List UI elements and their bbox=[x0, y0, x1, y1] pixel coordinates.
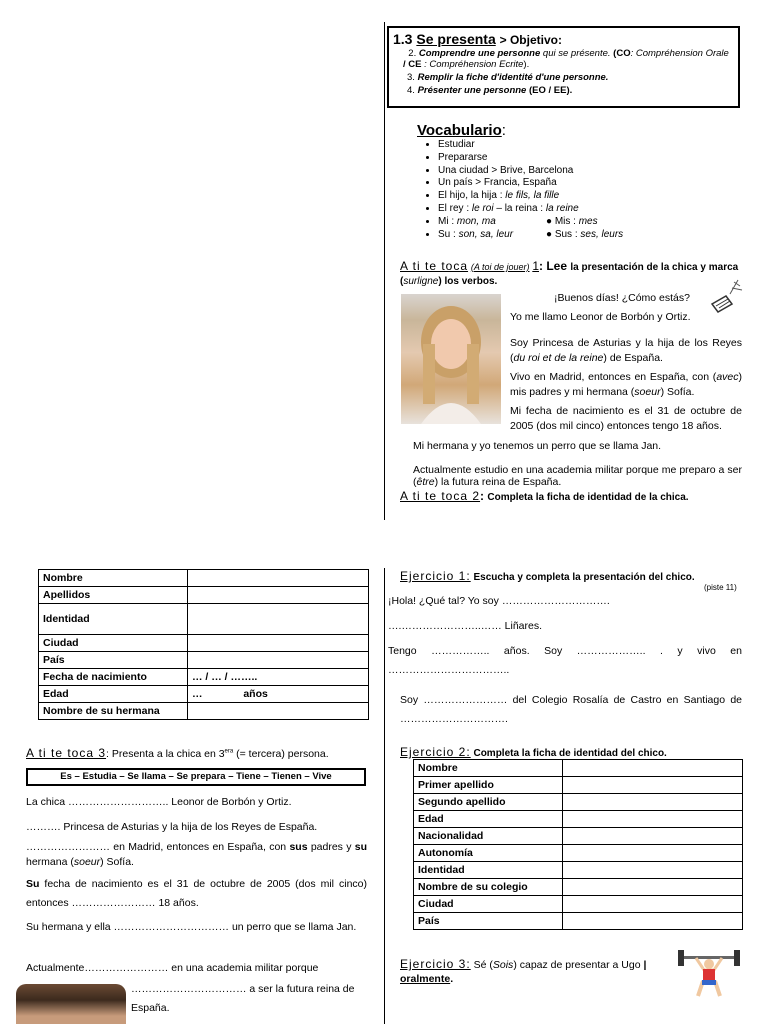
fiche-input[interactable] bbox=[563, 879, 743, 896]
presentation-p2: Soy Princesa de Asturias y la hija de los Reyes (du roi et de la reine) de España. bbox=[510, 337, 742, 364]
fiche-input[interactable] bbox=[188, 635, 369, 652]
objective-list bbox=[393, 48, 734, 96]
table-row: Edad bbox=[414, 811, 743, 828]
table-row: Primer apellido bbox=[414, 777, 743, 794]
table-row: Edad … años bbox=[39, 686, 369, 703]
toca3-line6: Actualmente…………………… en una academia militar porque bbox=[26, 962, 319, 974]
vocab-item: • Mi : mon, ma ● Mis : mes bbox=[438, 216, 747, 229]
ej3-instruction: Ejercicio 3: Sé (Sois) capaz de presentar a Ugo | oralmente. bbox=[400, 957, 647, 985]
column-divider-top bbox=[384, 22, 385, 520]
vocabulario-section: Vocabulario: • Estudiar • Prepararse • Una ciudad > Brive, Barcelona • Un país > Francia, España • El hijo, la hija : le fils, la fille • El rey : le roi – la reina : la reine • Mi : mon, ma ● Mis : mes • Su : son, sa, leur ● Sus : ses, leurs bbox=[417, 122, 747, 241]
fiche-input[interactable]: … años bbox=[188, 686, 369, 703]
fiche-input[interactable] bbox=[563, 760, 743, 777]
toca3-line7: …………………………… a ser la futura reina de España. bbox=[131, 983, 355, 1014]
vocabulario-title: Vocabulario bbox=[417, 122, 502, 139]
objective-item: 3. Remplir la fiche d'identité d'une personne. bbox=[407, 72, 609, 83]
table-row: Nacionalidad bbox=[414, 828, 743, 845]
ej1-line4: Soy …………………… del Colegio Rosalía de Castro en Santiago de …………………………. bbox=[400, 694, 742, 725]
table-row: Apellidos bbox=[39, 587, 369, 604]
objective-heading: 1.3 Se presenta > Objetivo: bbox=[393, 31, 562, 47]
fiche-input[interactable] bbox=[563, 896, 743, 913]
fiche-chica-table bbox=[38, 569, 369, 720]
presentation-p6: Actualmente estudio en una academia militar porque me preparo a ser (être) la futura reina de España. bbox=[413, 464, 742, 488]
table-row: Identidad bbox=[414, 862, 743, 879]
fiche-chico-table bbox=[413, 759, 743, 930]
greeting-text: ¡Buenos días! ¿Cómo estás? bbox=[554, 292, 690, 304]
ej1-line1: ¡Hola! ¿Qué tal? Yo soy …………………………. bbox=[388, 595, 610, 607]
table-row: Autonomía bbox=[414, 845, 743, 862]
objective-item: 4. Présenter une personne (EO / EE). bbox=[407, 85, 573, 96]
vocabulario-list bbox=[417, 139, 747, 241]
fiche-input[interactable] bbox=[563, 862, 743, 879]
table-row: Identidad bbox=[39, 604, 369, 635]
toca3-line1: La chica ……………………….. Leonor de Borbón y Ortiz. bbox=[26, 796, 292, 808]
ej1-line3: Tengo …………….. años. Soy ……………….. . y vivo en …………………………….. bbox=[388, 645, 742, 676]
ugo-photo bbox=[16, 984, 126, 1024]
vocab-item: • El rey : le roi – la reina : la reine bbox=[438, 203, 747, 216]
table-row: Ciudad bbox=[414, 896, 743, 913]
verbs-box: Es – Estudia – Se llama – Se prepara – Tiene – Tienen – Vive bbox=[26, 768, 366, 786]
hand-writing-icon bbox=[708, 274, 744, 314]
vocab-item: • El hijo, la hija : le fils, la fille bbox=[438, 190, 747, 203]
ej1-line2: ….…………………..…… Liñares. bbox=[388, 620, 543, 632]
vocab-item: • Prepararse bbox=[438, 152, 747, 165]
table-row: Segundo apellido bbox=[414, 794, 743, 811]
fiche-input[interactable] bbox=[188, 652, 369, 669]
objective-item: 2. Comprendre une personne qui se présente. (CO: Compréhension Orale / CE : Compréhension Ecrite). bbox=[403, 48, 729, 70]
table-row: Nombre de su hermana bbox=[39, 703, 369, 720]
table-row: Nombre bbox=[39, 570, 369, 587]
presentation-p5: Mi hermana y yo tenemos un perro que se llama Jan. bbox=[413, 440, 662, 452]
table-row: País bbox=[39, 652, 369, 669]
table-row: Nombre de su colegio bbox=[414, 879, 743, 896]
presentation-p4: Mi fecha de nacimiento es el 31 de octubre de 2005 (dos mil cinco) entonces tengo 18 años. bbox=[510, 405, 742, 432]
fiche-input[interactable] bbox=[563, 777, 743, 794]
vocab-item: • Estudiar bbox=[438, 139, 747, 152]
toca3-instruction: A ti te toca 3: Presenta a la chica en $3^{era}$ (= tercera) persona. bbox=[26, 746, 329, 760]
fiche-input[interactable] bbox=[188, 587, 369, 604]
presentation-p1: Yo me llamo Leonor de Borbón y Ortiz. bbox=[510, 311, 691, 323]
table-row: Nombre bbox=[414, 760, 743, 777]
column-divider-bottom bbox=[384, 568, 385, 1024]
vocab-item: • Un país > Francia, España bbox=[438, 177, 747, 190]
presentation-p3: Vivo en Madrid, entonces en España, con (avec) mis padres y mi hermana (soeur) Sofía. bbox=[510, 371, 742, 398]
ej1-instruction: Ejercicio 1: Escucha y completa la presentación del chico. bbox=[400, 569, 695, 583]
vocab-item: • Su : son, sa, leur ● Sus : ses, leurs bbox=[438, 229, 747, 242]
weightlifter-icon bbox=[676, 946, 742, 998]
toca3-line2: ………. Princesa de Asturias y la hija de los Reyes de España. bbox=[26, 821, 318, 833]
fiche-input[interactable] bbox=[563, 913, 743, 930]
toca3-line3: …………………… en Madrid, entonces en España, con sus padres y su hermana (soeur) Sofía. bbox=[26, 841, 368, 868]
ej2-instruction: Ejercicio 2: Completa la ficha de identidad del chico. bbox=[400, 745, 667, 759]
fiche-input[interactable] bbox=[563, 811, 743, 828]
leonor-photo bbox=[401, 294, 501, 424]
vocab-item: • Una ciudad > Brive, Barcelona bbox=[438, 165, 747, 178]
fiche-input[interactable]: … / … / …….. bbox=[188, 669, 369, 686]
fiche-input[interactable] bbox=[563, 845, 743, 862]
fiche-input[interactable] bbox=[563, 828, 743, 845]
toca1-instruction: A ti te toca (A toi de jouer) 1: Lee la presentación de la chica y marca (surligne) los verbos. bbox=[400, 259, 739, 287]
fiche-input[interactable] bbox=[188, 570, 369, 587]
fiche-input[interactable] bbox=[563, 794, 743, 811]
toca2-instruction: A ti te toca 2: Completa la ficha de identidad de la chica. bbox=[400, 489, 689, 503]
toca3-line5: Su hermana y ella …………………………… un perro que se llama Jan. bbox=[26, 921, 357, 933]
table-row: Fecha de nacimiento … / … / …….. bbox=[39, 669, 369, 686]
toca3-line4: Su fecha de nacimiento es el 31 de octubre de 2005 (dos mil cinco) entonces …………………… 18 años. bbox=[26, 878, 367, 909]
fiche-input[interactable] bbox=[188, 703, 369, 720]
ej1-piste: (piste 11) bbox=[704, 583, 737, 592]
table-row: Ciudad bbox=[39, 635, 369, 652]
fiche-input[interactable] bbox=[188, 604, 369, 635]
table-row: País bbox=[414, 913, 743, 930]
objective-box bbox=[387, 26, 740, 108]
